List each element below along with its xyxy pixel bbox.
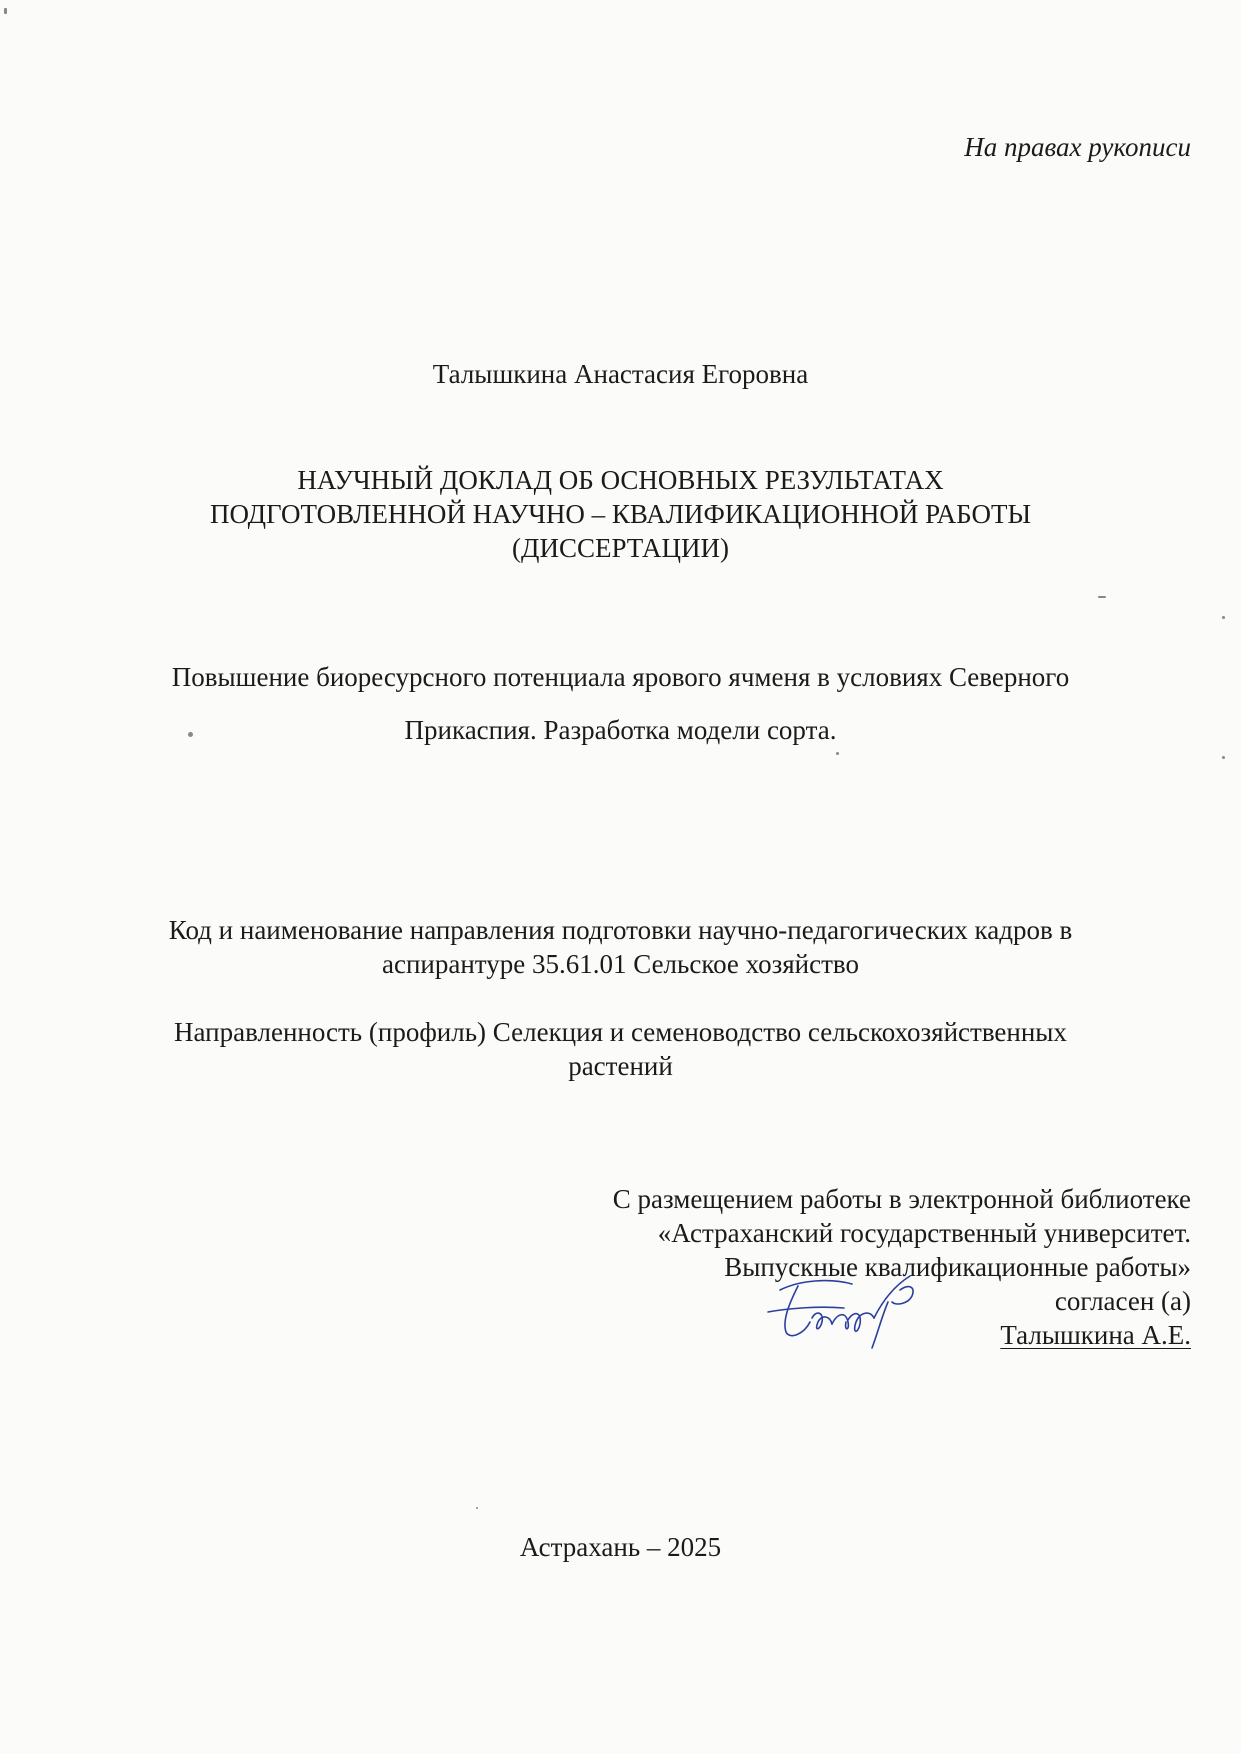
report-title-line-3: (ДИССЕРТАЦИИ)	[512, 533, 729, 563]
scan-speck	[476, 1507, 478, 1509]
scan-speck	[188, 732, 193, 737]
scan-speck	[1222, 616, 1225, 619]
consent-line-1: С размещением работы в электронной библиотеке	[612, 1184, 1191, 1214]
topic-line-1: Повышение биоресурсного потенциала ярового ячменя в условиях Северного	[171, 662, 1070, 692]
scan-speck	[1098, 596, 1106, 598]
scan-speck	[836, 752, 839, 755]
city-year: Астрахань – 2025	[519, 1532, 722, 1562]
scan-speck	[1222, 756, 1225, 759]
consent-line-2: «Астраханский государственный университет.	[657, 1218, 1191, 1248]
manuscript-note: На правах рукописи	[964, 132, 1191, 162]
topic-line-2: Прикаспия. Разработка модели сорта.	[404, 715, 837, 745]
consent-line-3: Выпускные квалификационные работы»	[724, 1252, 1191, 1282]
training-direction-line-2: аспирантуре 35.61.01 Сельское хозяйство	[382, 949, 859, 979]
handwritten-signature	[760, 1272, 940, 1352]
author-name: Талышкина Анастасия Егоровна	[432, 359, 809, 389]
profile-line-2: растений	[568, 1051, 673, 1081]
profile-line-1: Направленность (профиль) Селекция и семеноводство сельскохозяйственных	[174, 1017, 1067, 1047]
report-title-line-1: НАУЧНЫЙ ДОКЛАД ОБ ОСНОВНЫХ РЕЗУЛЬТАТАХ	[297, 465, 944, 495]
consent-line-4: согласен (а)	[1054, 1286, 1191, 1316]
signer-name: Талышкина А.Е.	[1000, 1320, 1191, 1350]
training-direction-line-1: Код и наименование направления подготовки научно-педагогических кадров в	[168, 915, 1073, 945]
report-title-line-2: ПОДГОТОВЛЕННОЙ НАУЧНО – КВАЛИФИКАЦИОННОЙ РАБОТЫ	[209, 499, 1032, 529]
scan-speck	[4, 8, 7, 14]
